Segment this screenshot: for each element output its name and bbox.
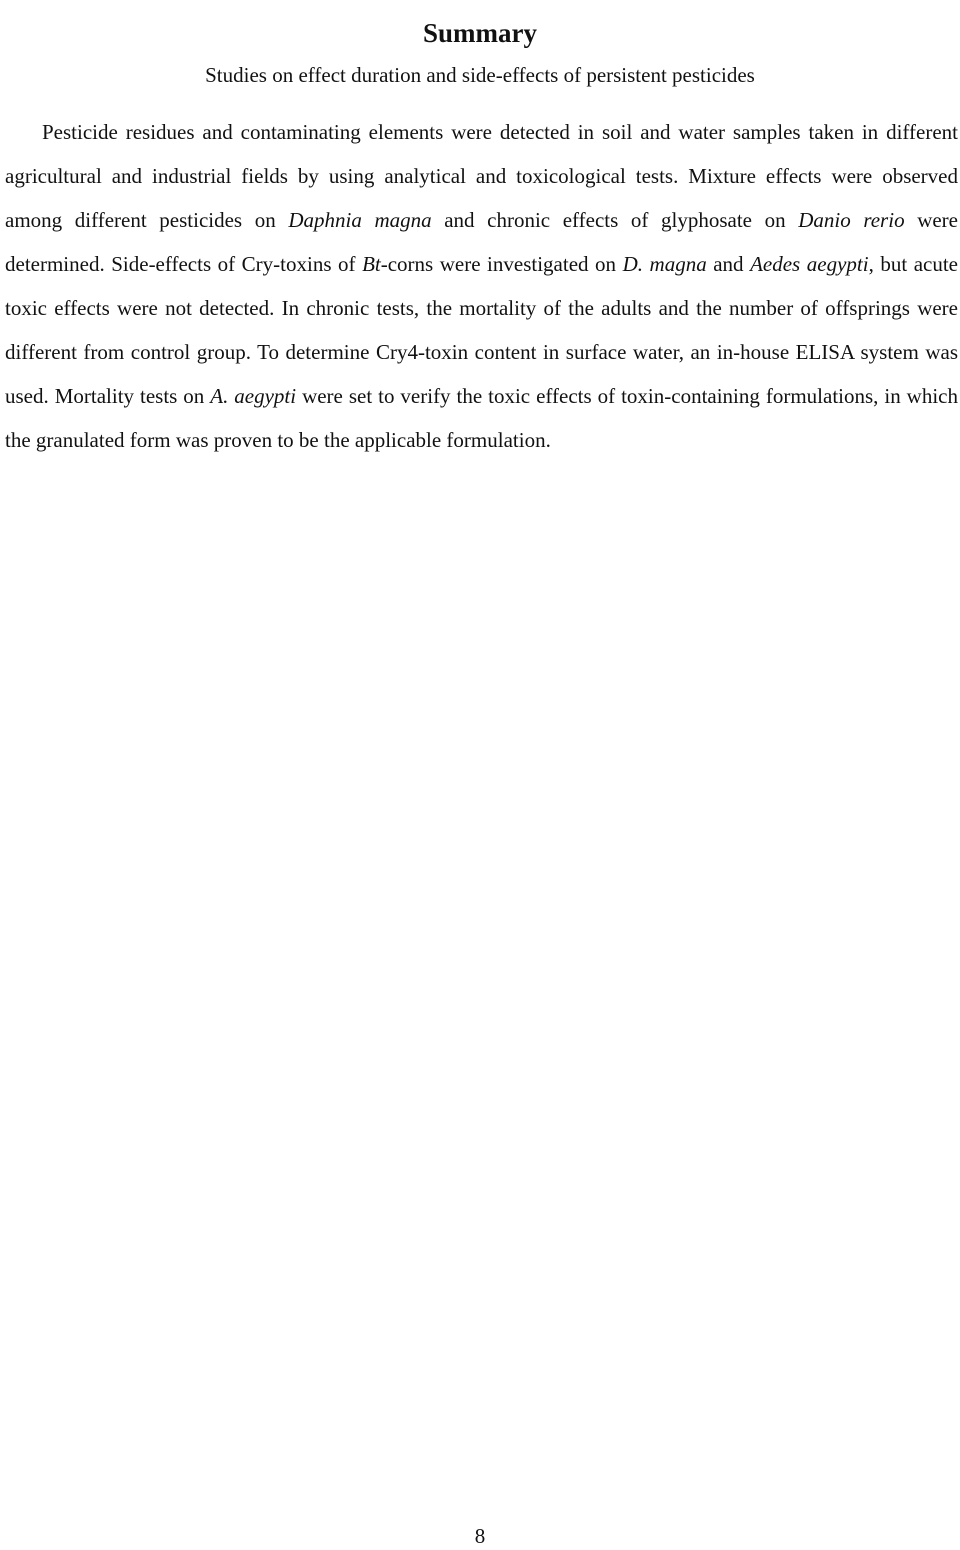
- paragraph-text: and chronic effects of glyphosate on: [431, 208, 799, 232]
- page-number: 8: [474, 1524, 486, 1548]
- summary-paragraph: [5, 110, 958, 462]
- species-name: D. magna: [622, 252, 707, 276]
- page-heading: Summary: [423, 18, 537, 49]
- paragraph-text: Pesticide residues and contaminating elements were detected in soil and water samples taken in different agricultural and industrial fields by using analytical and toxicological tests. Mixture effects were observed among different pesticides on: [5, 120, 958, 232]
- paragraph-text: and: [706, 252, 751, 276]
- paragraph-text: were determined. Side-effects of Cry-toxins of: [5, 208, 958, 276]
- species-name: A. aegypti: [210, 384, 297, 408]
- paragraph-text: , but acute toxic effects were not detected. In chronic tests, the mortality of the adults and the number of offsprings were different from control group. To determine Cry4-toxin content in surface water, an in-house ELISA system was used. Mortality tests on: [5, 252, 958, 408]
- paragraph-text: were set to verify the toxic effects of toxin-containing formulations, in which the granulated form was proven to be the applicable formulation.: [5, 384, 958, 452]
- species-name: Aedes aegypti: [750, 252, 869, 276]
- document-subtitle: Studies on effect duration and side-effects of persistent pesticides: [205, 63, 755, 87]
- species-name: Danio rerio: [798, 208, 905, 232]
- species-name: Daphnia magna: [288, 208, 432, 232]
- paragraph-text: -corns were investigated on: [380, 252, 623, 276]
- bt-term: Bt: [362, 252, 381, 276]
